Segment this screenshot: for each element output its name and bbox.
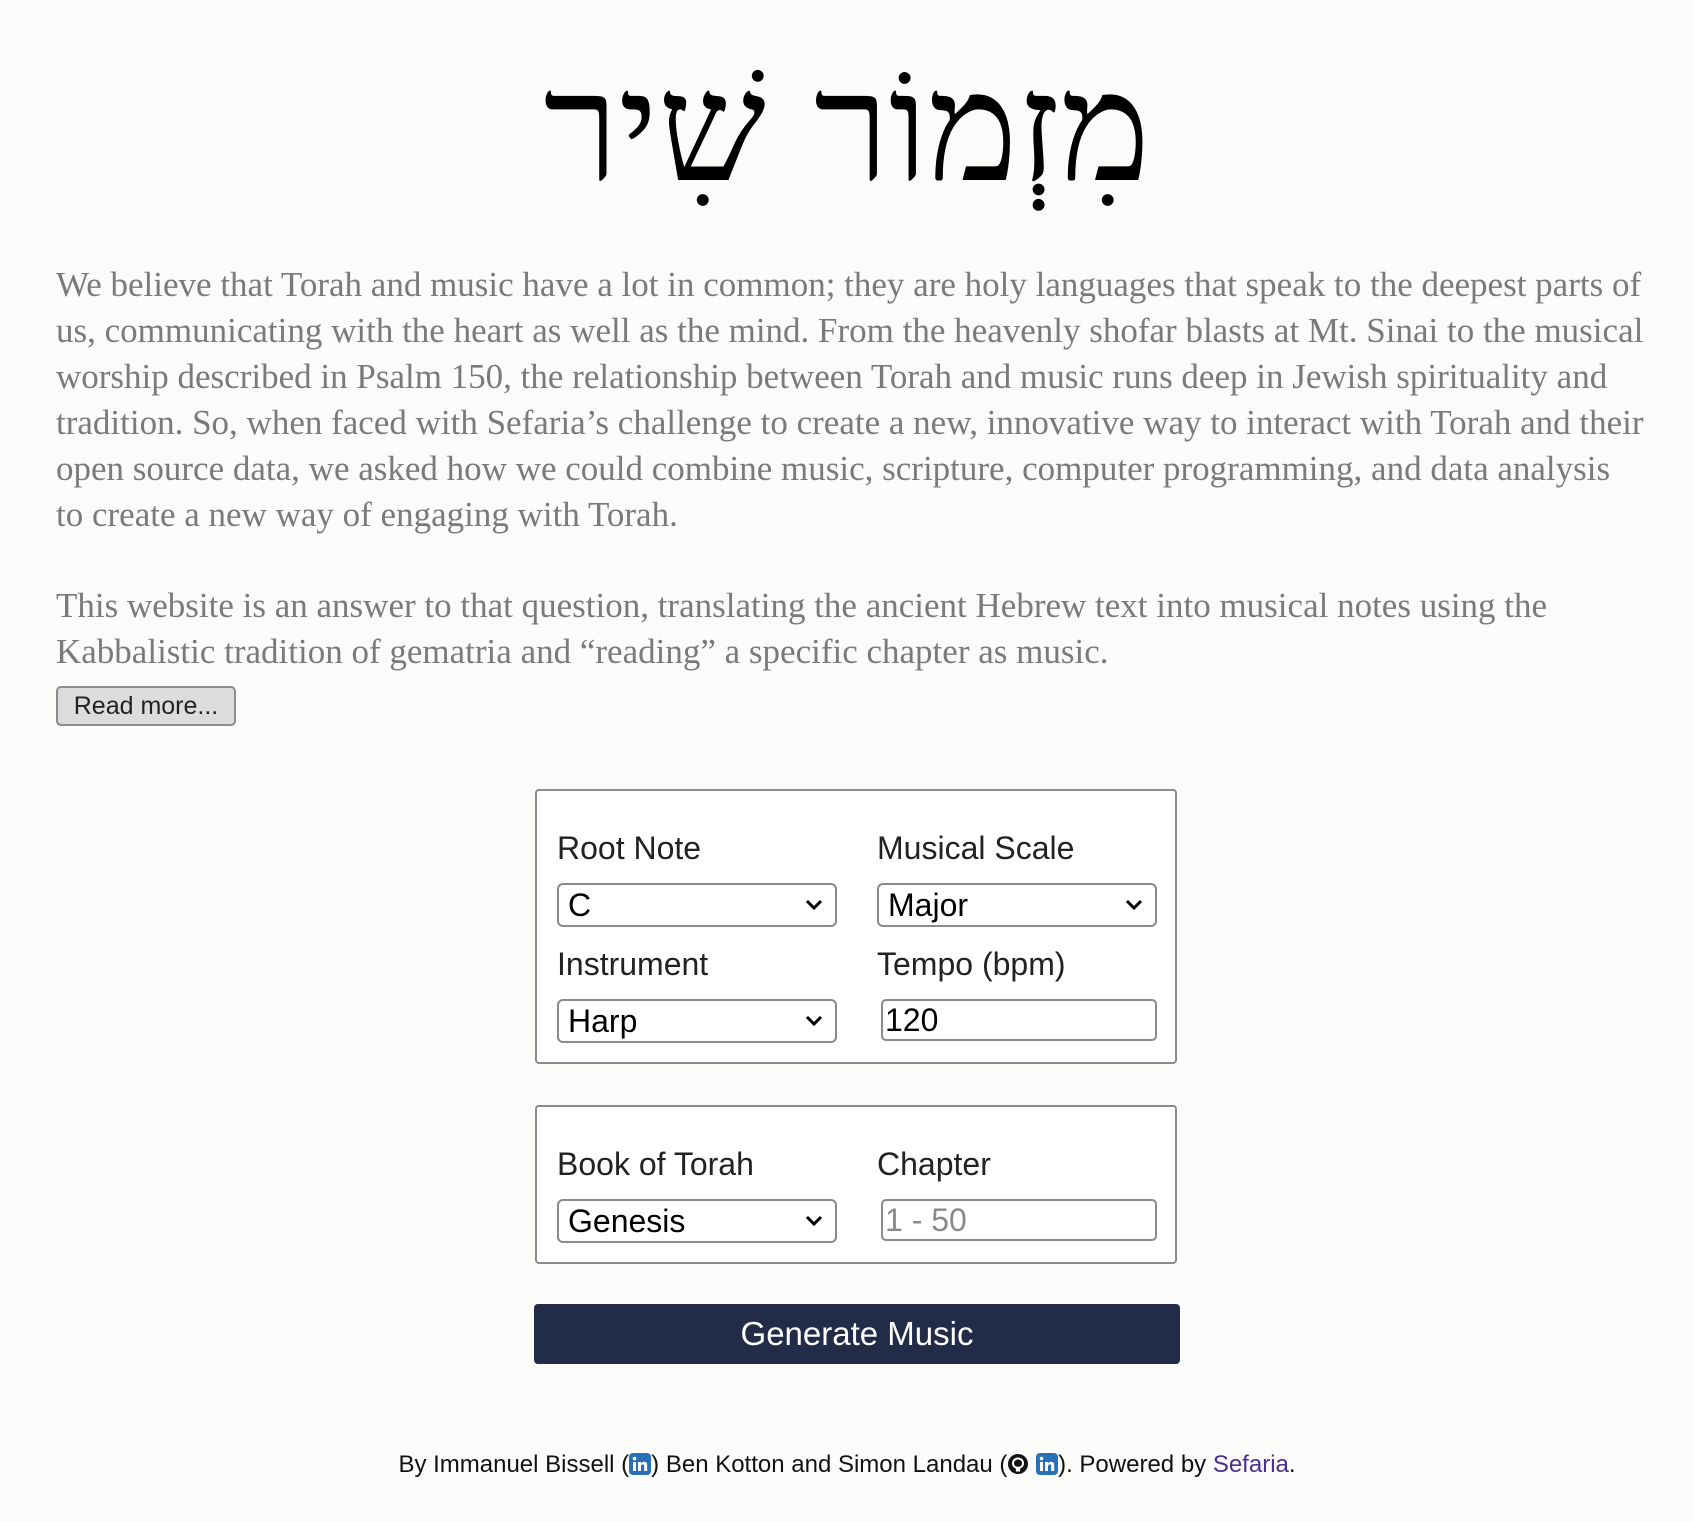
tempo-input[interactable] [881,999,1157,1041]
footer-end-text: . [1288,1451,1296,1478]
book-of-torah-select[interactable] [557,1199,837,1243]
instrument-select[interactable] [557,999,837,1043]
chapter-input[interactable] [881,1199,1157,1241]
chapter-label: Chapter [877,1146,991,1182]
footer-authors-text: ) Ben Kotton and Simon Landau ( [651,1451,1008,1478]
sefaria-link[interactable]: Sefaria [1212,1451,1289,1478]
chevron-down-icon [805,1015,823,1027]
intro-paragraph: This website is an answer to that question, translating the ancient Hebrew text into musical notes using the Kabbalistic tradition of gematria and “reading” a specific chapter as music. [56,586,1548,671]
root-note-label: Root Note [557,830,702,866]
music-settings-panel [535,789,1177,1064]
linkedin-icon[interactable] [1036,1453,1058,1475]
chevron-down-icon [805,899,823,911]
intro-text [56,262,1646,675]
musical-scale-label: Musical Scale [877,830,1075,866]
intro-paragraph: We believe that Torah and music have a lot in common; they are holy languages that speak to the deepest parts of us, communicating with the heart as well as the mind. From the heavenly shofar blasts at Mt. Sinai to the musical worship described in Psalm 150, the relationship between Torah and music runs deep in Jewish spirituality and tradition. So, when faced with Sefaria’s challenge to create a new, innovative way to interact with Torah and their open source data, we asked how we could combine music, scripture, computer programming, and data analysis to create a new way of engaging with Torah. [56,265,1644,534]
linkedin-icon[interactable] [629,1453,651,1475]
footer [0,1449,1694,1481]
instrument-label: Instrument [557,946,709,982]
root-note-value: C [568,887,592,923]
page-title: מִזְמוֹר שִׁיר [543,39,1151,216]
musical-scale-select[interactable] [877,883,1157,927]
footer-powered-text: ). Powered by [1058,1451,1213,1478]
generate-music-button[interactable]: Generate Music [534,1304,1180,1364]
musical-scale-value: Major [888,887,969,923]
chevron-down-icon [1125,899,1143,911]
github-icon[interactable] [1007,1453,1029,1475]
tempo-label: Tempo (bpm) [877,946,1066,982]
book-of-torah-value: Genesis [568,1203,686,1239]
book-selection-panel [535,1105,1177,1264]
root-note-select[interactable] [557,883,837,927]
instrument-value: Harp [568,1003,638,1039]
footer-by-text: By Immanuel Bissell ( [398,1451,630,1478]
book-of-torah-label: Book of Torah [557,1146,754,1182]
read-more-button[interactable]: Read more... [56,686,236,726]
chevron-down-icon [805,1215,823,1227]
